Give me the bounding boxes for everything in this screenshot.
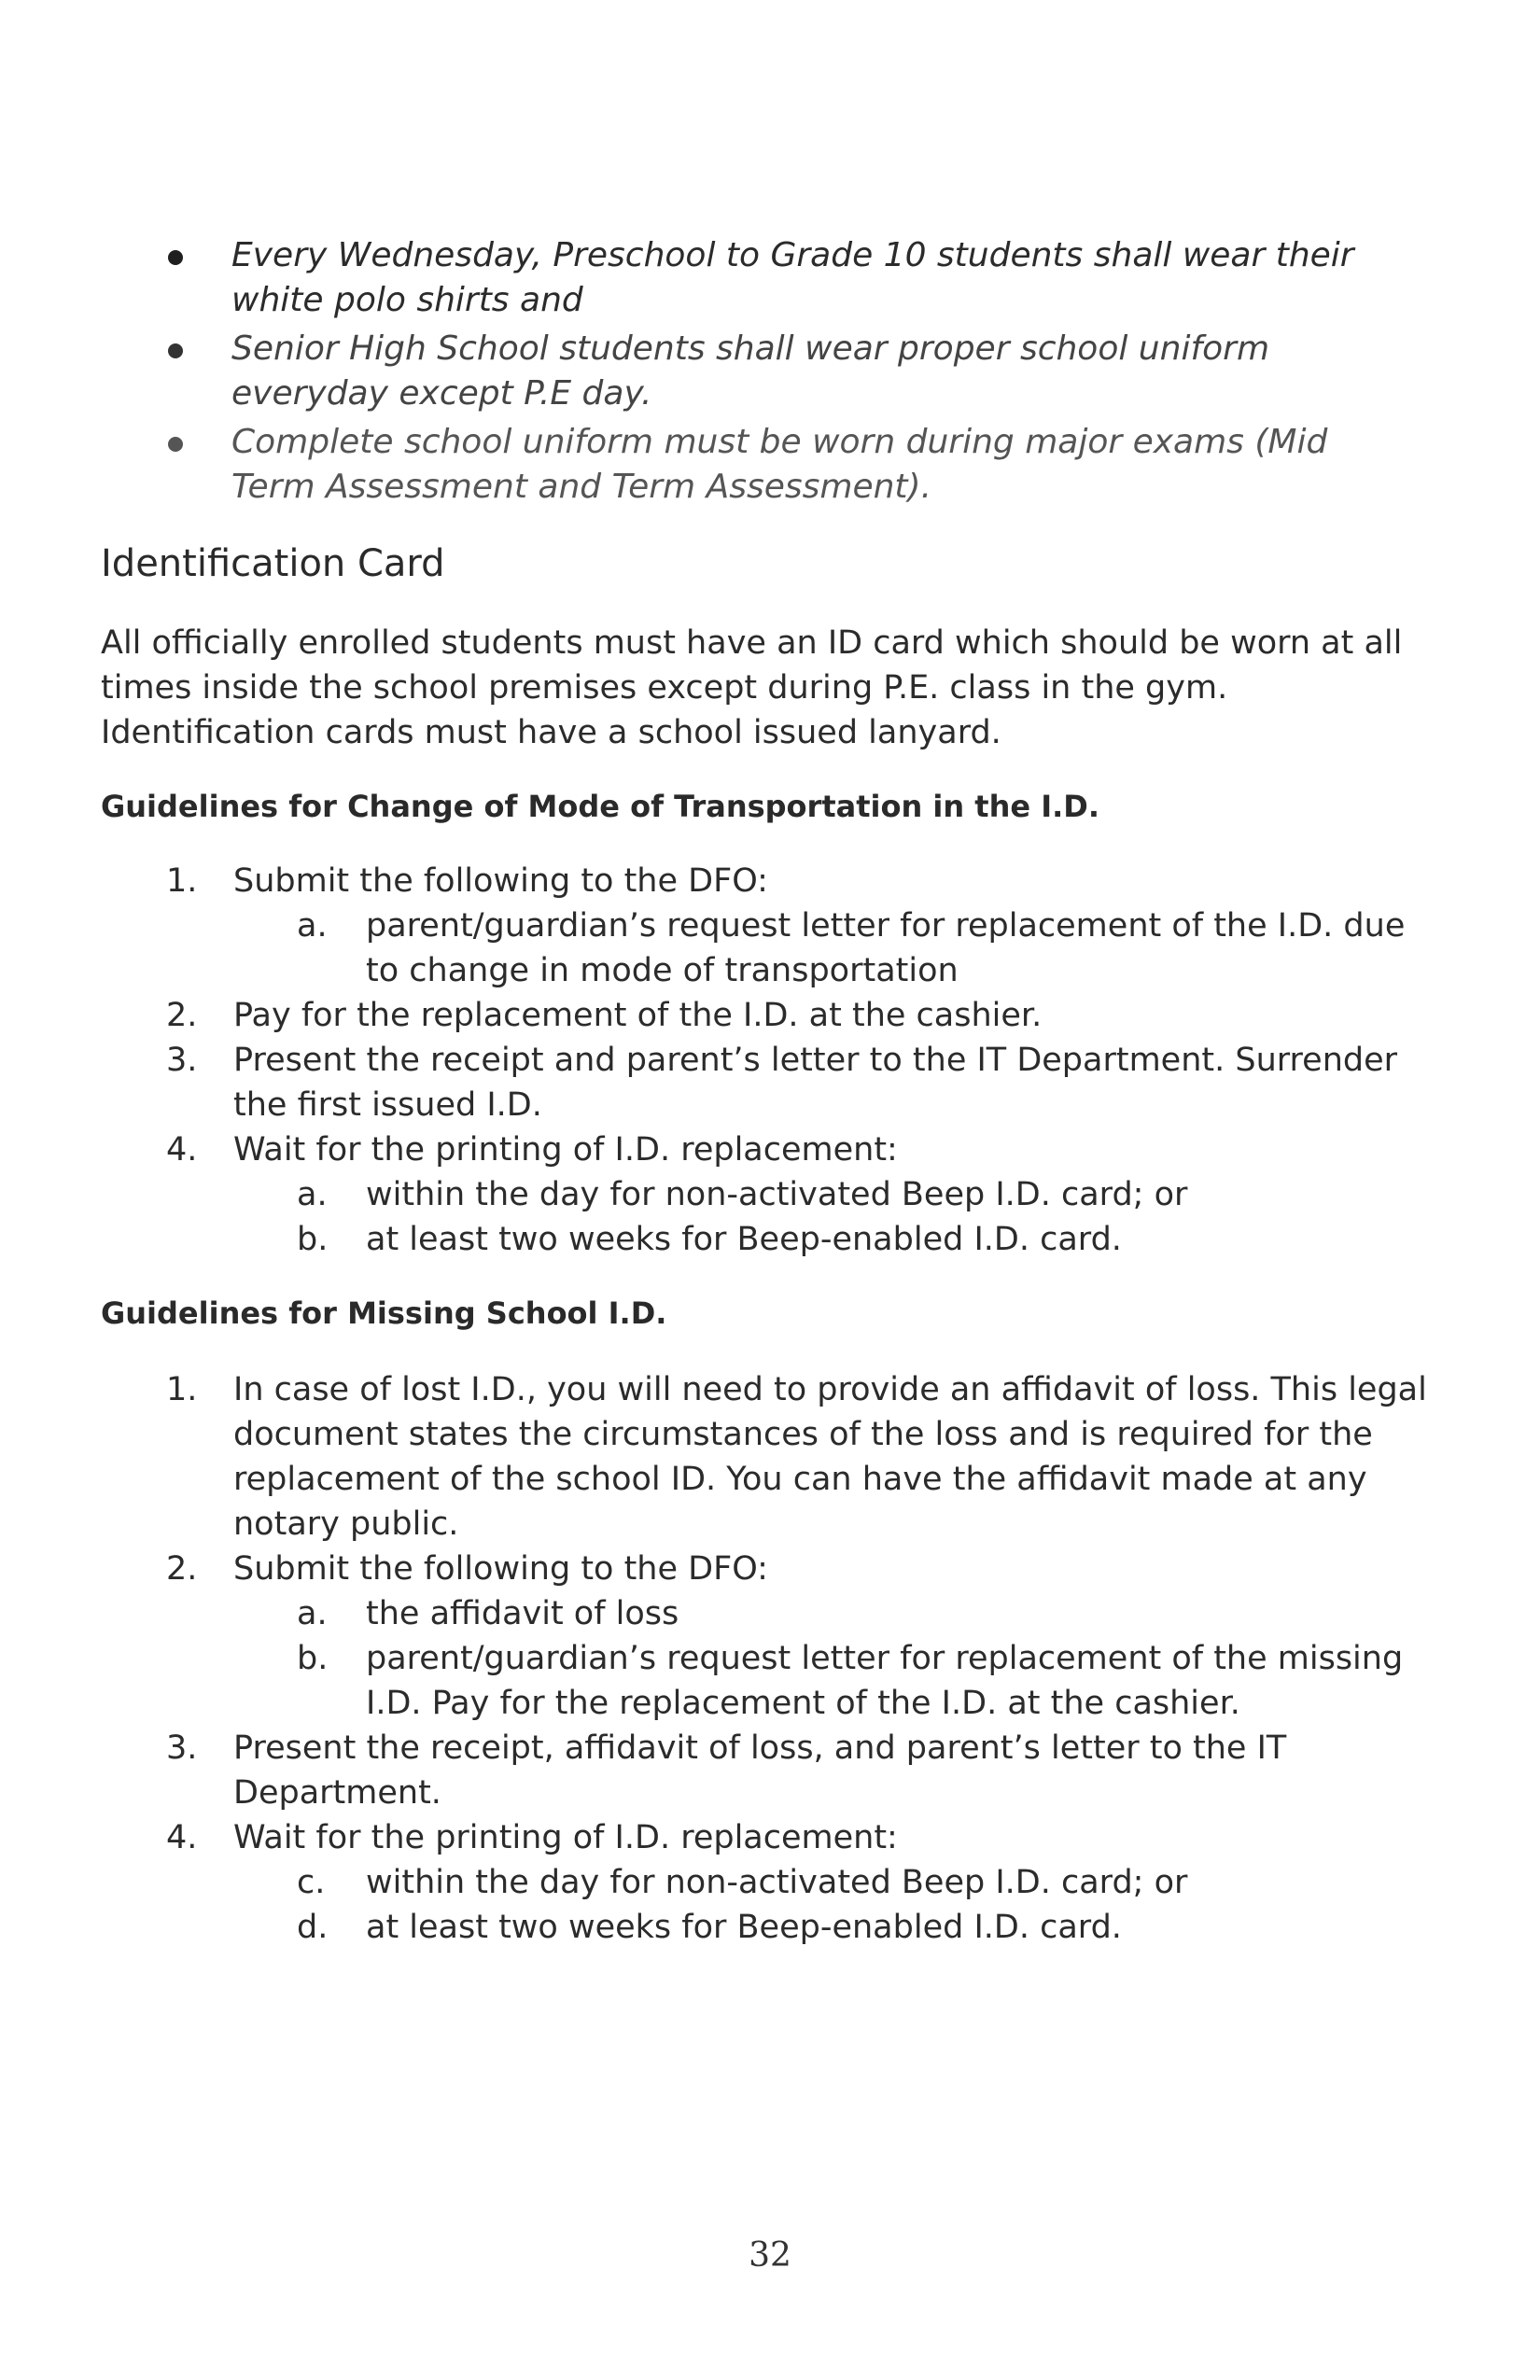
missing-heading: Guidelines for Missing School I.D. bbox=[101, 1295, 667, 1331]
sub-letter: c. bbox=[297, 1864, 326, 1901]
missing-steps bbox=[101, 1367, 1435, 1950]
step-number: 1. bbox=[166, 1371, 198, 1408]
list-item bbox=[101, 1127, 1435, 1262]
step-number: 1. bbox=[166, 862, 198, 900]
transport-heading: Guidelines for Change of Mode of Transportation in the I.D. bbox=[101, 789, 1099, 824]
bullet-text: Complete school uniform must be worn during major exams (Mid Term Assessment and Term Assessment). bbox=[231, 423, 1328, 506]
list-item bbox=[101, 993, 1435, 1038]
bullet-dot-icon bbox=[168, 343, 183, 358]
sub-text: parent/guardian’s request letter for replacement of the I.D. due to change in mode of transportation bbox=[366, 907, 1406, 989]
bullet-dot-icon bbox=[168, 250, 183, 265]
list-item bbox=[101, 1367, 1435, 1547]
step-number: 2. bbox=[166, 1550, 198, 1588]
sub-list-item bbox=[233, 1905, 1435, 1950]
sub-letter: d. bbox=[297, 1909, 329, 1946]
step-number: 3. bbox=[166, 1042, 198, 1079]
sub-list-item bbox=[233, 1217, 1435, 1262]
list-item bbox=[101, 859, 1435, 993]
bullet-text: Every Wednesday, Preschool to Grade 10 students shall wear their white polo shirts and bbox=[231, 236, 1354, 319]
section-title: Identification Card bbox=[101, 542, 445, 585]
sub-list bbox=[233, 1591, 1435, 1726]
bullet-item bbox=[168, 327, 1419, 416]
bullet-dot-icon bbox=[168, 437, 183, 452]
sub-letter: b. bbox=[297, 1221, 329, 1258]
list-item bbox=[101, 1038, 1435, 1127]
bullet-text: Senior High School students shall wear proper school uniform everyday except P.E day. bbox=[231, 329, 1270, 413]
sub-list-item bbox=[233, 1860, 1435, 1905]
sub-letter: a. bbox=[297, 907, 328, 945]
step-text: In case of lost I.D., you will need to provide an affidavit of loss. This legal document states the circumstances of the loss and is required for the replacement of the school ID. You can have the affidavit made at any notary public. bbox=[233, 1371, 1427, 1543]
sub-list bbox=[233, 903, 1435, 993]
intro-paragraph: All officially enrolled students must have an ID card which should be worn at all times inside the school premises except during P.E. class in the gym. Identification cards must have a school issued lanyard. bbox=[101, 624, 1403, 751]
list-item bbox=[101, 1815, 1435, 1950]
sub-text: within the day for non-activated Beep I.D. card; or bbox=[366, 1864, 1188, 1901]
sub-text: within the day for non-activated Beep I.D. card; or bbox=[366, 1176, 1188, 1213]
sub-list bbox=[233, 1860, 1435, 1950]
sub-text: the affidavit of loss bbox=[366, 1595, 679, 1632]
step-number: 4. bbox=[166, 1819, 198, 1856]
sub-text: at least two weeks for Beep-enabled I.D. card. bbox=[366, 1909, 1122, 1946]
step-text: Pay for the replacement of the I.D. at the cashier. bbox=[233, 997, 1043, 1034]
step-text: Present the receipt, affidavit of loss, and parent’s letter to the IT Department. bbox=[233, 1729, 1287, 1812]
step-text: Submit the following to the DFO: bbox=[233, 1550, 768, 1588]
sub-letter: a. bbox=[297, 1176, 328, 1213]
list-item bbox=[101, 1726, 1435, 1815]
page-number: 32 bbox=[749, 2236, 791, 2275]
list-item bbox=[101, 1547, 1435, 1726]
bullet-item bbox=[168, 233, 1419, 323]
transport-steps bbox=[101, 859, 1435, 1262]
uniform-bullet-list bbox=[168, 233, 1419, 513]
step-text: Wait for the printing of I.D. replacement: bbox=[233, 1131, 898, 1169]
sub-letter: a. bbox=[297, 1595, 328, 1632]
sub-list-item bbox=[233, 1591, 1435, 1636]
step-number: 3. bbox=[166, 1729, 198, 1767]
sub-list-item bbox=[233, 903, 1435, 993]
step-text: Wait for the printing of I.D. replacement: bbox=[233, 1819, 898, 1856]
bullet-item bbox=[168, 420, 1419, 510]
sub-text: parent/guardian’s request letter for replacement of the missing I.D. Pay for the replacement of the I.D. at the cashier. bbox=[366, 1640, 1404, 1722]
sub-list-item bbox=[233, 1636, 1435, 1726]
step-number: 2. bbox=[166, 997, 198, 1034]
sub-list-item bbox=[233, 1172, 1435, 1217]
step-text: Present the receipt and parent’s letter to the IT Department. Surrender the first issued I.D. bbox=[233, 1042, 1398, 1124]
sub-letter: b. bbox=[297, 1640, 329, 1677]
sub-list bbox=[233, 1172, 1435, 1262]
step-text: Submit the following to the DFO: bbox=[233, 862, 768, 900]
sub-text: at least two weeks for Beep-enabled I.D. card. bbox=[366, 1221, 1122, 1258]
step-number: 4. bbox=[166, 1131, 198, 1169]
